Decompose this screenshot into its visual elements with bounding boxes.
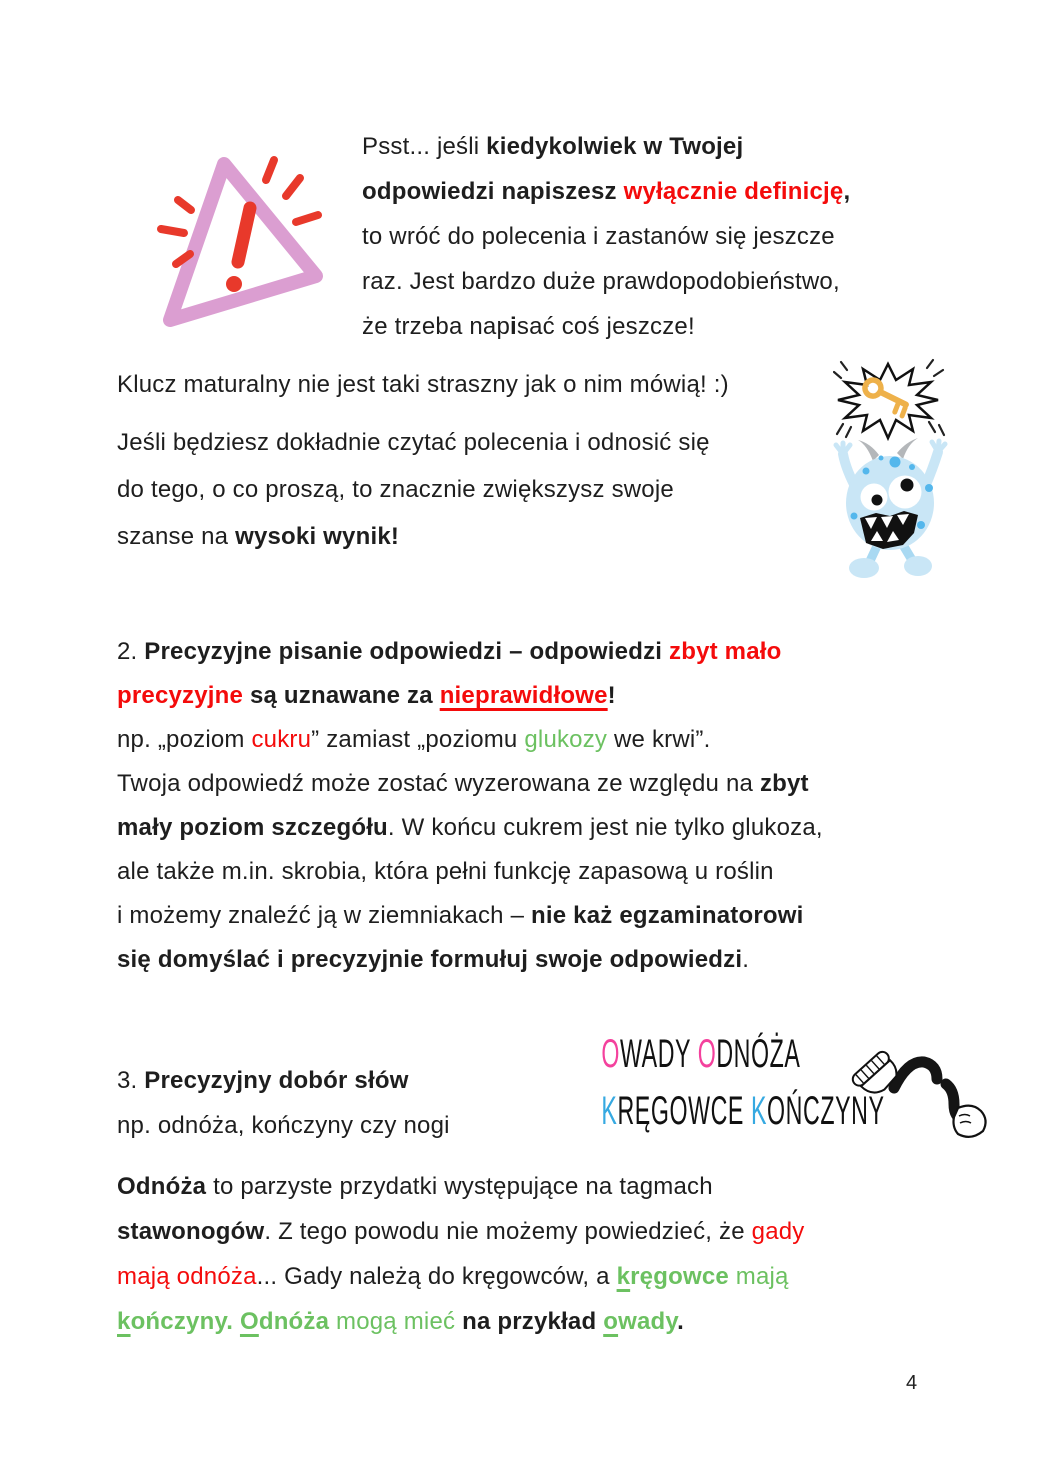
text-line (117, 513, 710, 560)
section-3-heading (117, 1058, 450, 1148)
text-segment: zbyt mało (669, 638, 782, 665)
text-segment: RĘGOWCE (617, 1089, 751, 1133)
speech-burst (838, 364, 938, 438)
text-segment: są uznawane za (249, 682, 440, 709)
text-segment: . W końcu cukrem jest nie tylko glukoza, (387, 814, 823, 841)
sneaker-bottom-right (954, 1106, 986, 1137)
text-line (117, 1164, 804, 1209)
text-segment: mają (728, 1263, 789, 1290)
klucz-line (117, 362, 729, 407)
text-segment: 3. (117, 1067, 145, 1094)
text-line (117, 806, 823, 850)
text-segment: glukozy (524, 726, 608, 753)
text-line (117, 850, 823, 894)
text-segment: na przykład (462, 1308, 604, 1335)
text-line (362, 124, 850, 169)
text-segment: Precyzyjne pisanie odpowiedzi – odpowiedzi (144, 638, 670, 665)
text-segment: gady (751, 1218, 805, 1245)
text-line (117, 1299, 804, 1344)
text-segment: dnóża (258, 1308, 330, 1335)
text-segment: stawonogów (117, 1218, 265, 1245)
text-segment: k (616, 1263, 631, 1290)
text-line (601, 1026, 801, 1083)
text-line (117, 894, 823, 938)
text-segment: Precyzyjny dobór słów (144, 1067, 409, 1094)
text-segment: K (750, 1089, 768, 1133)
text-line (117, 466, 710, 513)
exclamation-mark (238, 208, 250, 262)
text-segment: zbyt (759, 770, 809, 797)
text-line (117, 1103, 450, 1148)
monster-hands (836, 441, 945, 454)
text-segment: O (601, 1032, 621, 1076)
text-segment: to parzyste przydatki występujące na tagmach (206, 1173, 713, 1200)
text-segment: k (117, 1308, 131, 1335)
text-segment: Psst... jeśli (362, 133, 487, 160)
text-segment: K (601, 1089, 618, 1133)
text-segment: ręgowce (630, 1263, 729, 1290)
text-segment: wady (618, 1308, 678, 1335)
text-segment: np. odnóża, kończyny czy nogi (117, 1112, 450, 1139)
text-segment: nie każ egzaminatorowi (531, 902, 804, 929)
text-line (117, 762, 823, 806)
text-segment: nieprawidłowe (439, 682, 608, 709)
text-segment: DNÓŻA (716, 1032, 801, 1076)
text-segment: 2. (117, 638, 145, 665)
text-segment: cukru (251, 726, 312, 753)
text-segment: we krwi”. (607, 726, 711, 753)
text-segment: O (697, 1032, 717, 1076)
text-line (601, 1083, 885, 1140)
text-segment: raz. Jest bardzo duże prawdopodobieństwo, (362, 268, 840, 295)
text-segment: Twoja odpowiedź może zostać wyzerowana ze względu na (117, 770, 760, 797)
text-line (117, 718, 823, 762)
text-segment: do tego, o co proszą, to znacznie zwiększysz swoje (117, 476, 674, 503)
legs-lines (894, 1062, 964, 1120)
text-segment: precyzyjne (117, 682, 250, 709)
text-line (117, 1058, 450, 1103)
text-segment: . (677, 1308, 684, 1335)
sneaker-top-left (850, 1049, 903, 1101)
psst-paragraph (362, 124, 850, 349)
text-segment: WADY (620, 1032, 698, 1076)
text-line (117, 938, 823, 982)
text-line (362, 304, 850, 349)
text-segment: szanse na (117, 523, 236, 550)
text-segment: i (510, 313, 517, 340)
text-segment: . Z tego powodu nie możemy powiedzieć, że (264, 1218, 752, 1245)
text-segment: mogą mieć (329, 1308, 463, 1335)
text-segment: , (843, 178, 851, 205)
text-segment: odpowiedzi napiszesz (362, 178, 624, 205)
text-segment: mały poziom szczegółu (117, 814, 388, 841)
text-segment: ończyny. (130, 1308, 234, 1335)
text-segment: sać coś jeszcze! (516, 313, 695, 340)
text-segment: kiedykolwiek w Twojej (486, 133, 744, 160)
text-line (117, 419, 710, 466)
monster-feet (849, 556, 932, 578)
text-line (117, 630, 823, 674)
text-line (362, 214, 850, 259)
text-segment: to wróć do polecenia i zastanów się jeszcze (362, 223, 835, 250)
text-segment: się domyślać i precyzyjnie formułuj swoje odpowiedzi (117, 946, 743, 973)
page-number: 4 (906, 1372, 918, 1394)
text-segment: ale także m.in. skrobia, która pełni funkcję zapasową u roślin (117, 858, 774, 885)
text-line (117, 1254, 804, 1299)
text-line (362, 259, 850, 304)
text-segment: Jeśli będziesz dokładnie czytać polecenia i odnosić się (117, 429, 710, 456)
text-segment: mają odnóża (117, 1263, 257, 1290)
text-line (117, 674, 823, 718)
intro-paragraph (117, 419, 710, 560)
text-segment: ... Gady należą do kręgowców, a (256, 1263, 617, 1290)
text-segment: O (239, 1308, 259, 1335)
text-segment (233, 1308, 240, 1335)
warning-exclamation-triangle-icon (146, 150, 344, 348)
closing-paragraph (117, 1164, 804, 1344)
text-segment: ! (607, 682, 616, 709)
text-segment: ” zamiast „poziomu (311, 726, 525, 753)
text-segment: OŃCZYNY (767, 1089, 885, 1133)
cheering-monster-with-key-speech-bubble-icon (833, 358, 951, 580)
text-segment: wysoki wynik! (235, 523, 400, 550)
text-segment: Klucz maturalny nie jest taki straszny jak o nim mówią! :) (117, 371, 729, 398)
exclamation-dot (226, 276, 242, 292)
text-segment: Odnóża (117, 1173, 207, 1200)
kicking-legs-sneakers-icon (850, 1046, 992, 1144)
text-segment: że trzeba nap (362, 313, 511, 340)
section-2-paragraph (117, 630, 823, 982)
text-segment: . (742, 946, 750, 973)
text-segment: i możemy znaleźć ją w ziemniakach – (117, 902, 532, 929)
text-segment: np. „poziom (117, 726, 252, 753)
owady-kregowce-wordart (530, 1026, 885, 1140)
text-line (117, 362, 729, 407)
text-segment: wyłącznie definicję (623, 178, 844, 205)
text-segment: o (603, 1308, 619, 1335)
text-line (117, 1209, 804, 1254)
text-line (362, 169, 850, 214)
